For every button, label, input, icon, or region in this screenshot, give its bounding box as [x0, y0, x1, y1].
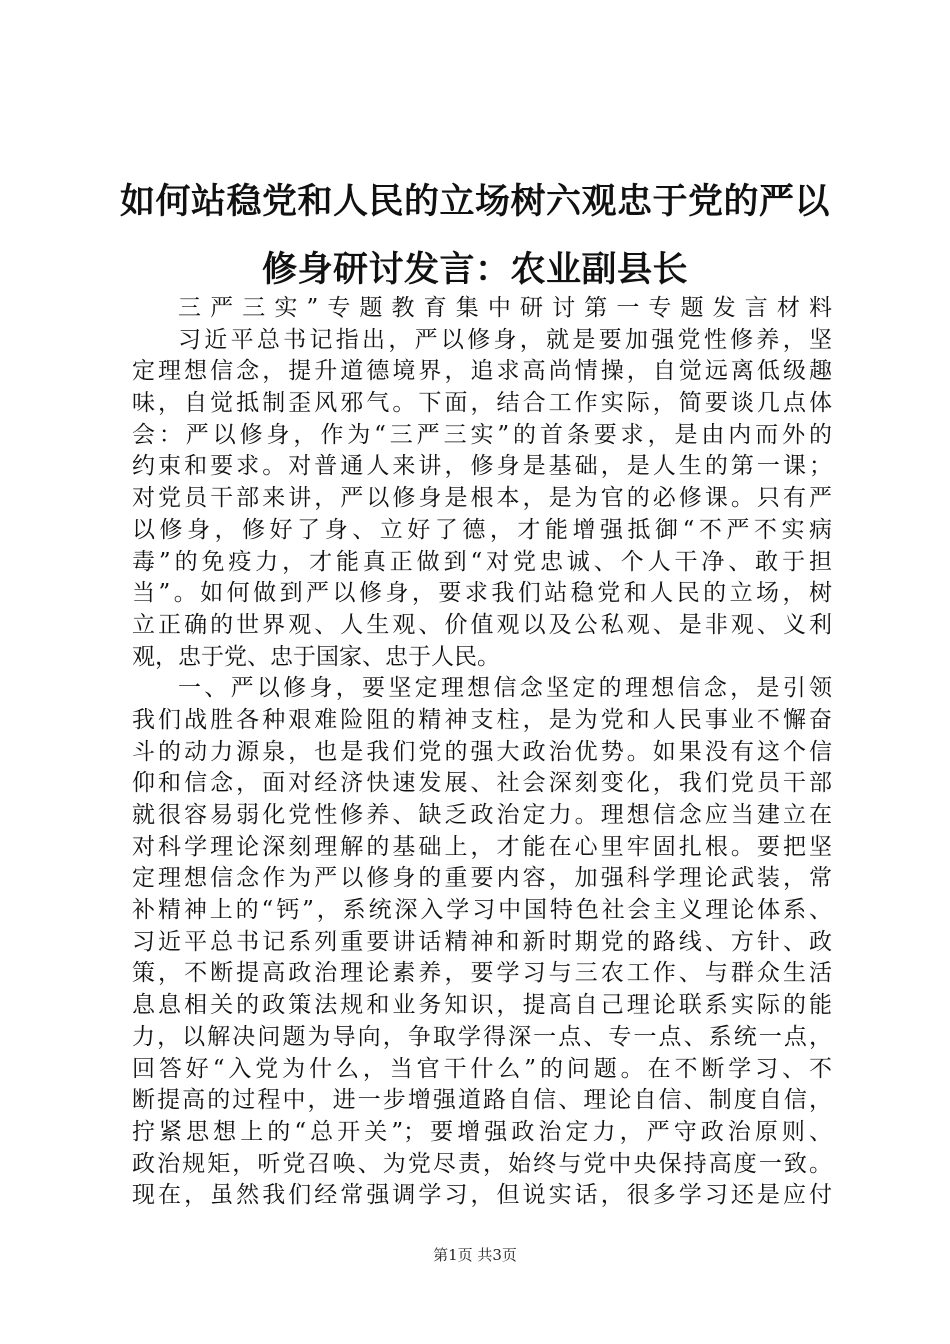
- body-line: 策，不断提高政治理论素养，要学习与三农工作、与群众生活: [132, 960, 832, 987]
- body-line: 对科学理论深刻理解的基础上，才能在心里牢固扎根。要把坚: [132, 833, 832, 860]
- body-line: 我们战胜各种艰难险阻的精神支柱，是为党和人民事业不懈奋: [132, 706, 832, 733]
- body-line: 定理想信念作为严以修身的重要内容，加强科学理论武装，常: [132, 865, 832, 892]
- body-line: 三严三实”专题教育集中研讨第一专题发言材料: [178, 295, 832, 321]
- body-line: 补精神上的“钙”，系统深入学习中国特色社会主义理论体系、: [132, 897, 832, 924]
- body-line: 力，以解决问题为导向，争取学得深一点、专一点、系统一点，: [132, 1023, 832, 1050]
- body-line: 就很容易弱化党性修养、缺乏政治定力。理想信念应当建立在: [132, 802, 832, 828]
- document-body: [132, 293, 832, 1212]
- body-line: 约束和要求。对普通人来讲，修身是基础，是人生的第一课；: [132, 453, 832, 480]
- body-line: 现在，虽然我们经常强调学习，但说实话，很多学习还是应付: [132, 1182, 832, 1209]
- body-line: 毒”的免疫力，才能真正做到“对党忠诚、个人干净、敢于担: [132, 548, 832, 575]
- body-line: 仰和信念，面对经济快速发展、社会深刻变化，我们党员干部: [132, 770, 832, 797]
- body-line: 断提高的过程中，进一步增强道路自信、理论自信、制度自信，: [132, 1087, 832, 1114]
- body-line: 以修身，修好了身、立好了德，才能增强抵御“不严不实病: [132, 516, 832, 543]
- body-line: 一、严以修身，要坚定理想信念坚定的理想信念，是引领: [178, 675, 832, 702]
- document-title-line-1: 如何站稳党和人民的立场树六观忠于党的严以: [119, 181, 830, 222]
- body-line: 习近平总书记指出，严以修身，就是要加强党性修养，坚: [178, 326, 832, 353]
- body-line: 味，自觉抵制歪风邪气。下面，结合工作实际，简要谈几点体: [132, 390, 832, 417]
- body-line: 定理想信念，提升道德境界，追求高尚情操，自觉远离低级趣: [132, 358, 832, 385]
- body-line: 当”。如何做到严以修身，要求我们站稳党和人民的立场，树: [132, 580, 832, 607]
- document-title-line-2: 修身研讨发言：农业副县长: [261, 249, 688, 290]
- body-line: 回答好“入党为什么，当官干什么”的问题。在不断学习、不: [132, 1055, 832, 1082]
- page-footer: 第1页 共3页: [433, 1246, 517, 1264]
- body-line: 对党员干部来讲，严以修身是根本，是为官的必修课。只有严: [132, 485, 832, 512]
- body-line: 拧紧思想上的“总开关”；要增强政治定力，严守政治原则、: [132, 1118, 832, 1145]
- body-line: 观，忠于党、忠于国家、忠于人民。: [132, 643, 500, 670]
- body-line: 政治规矩，听党召唤、为党尽责，始终与党中央保持高度一致。: [132, 1150, 832, 1177]
- body-line: 息息相关的政策法规和业务知识，提高自己理论联系实际的能: [132, 992, 832, 1019]
- body-line: 习近平总书记系列重要讲话精神和新时期党的路线、方针、政: [132, 928, 832, 955]
- body-line: 会：严以修身，作为“三严三实”的首条要求，是由内而外的: [132, 421, 832, 448]
- body-line: 斗的动力源泉，也是我们党的强大政治优势。如果没有这个信: [132, 738, 832, 765]
- body-line: 立正确的世界观、人生观、价值观以及公私观、是非观、义利: [132, 611, 832, 638]
